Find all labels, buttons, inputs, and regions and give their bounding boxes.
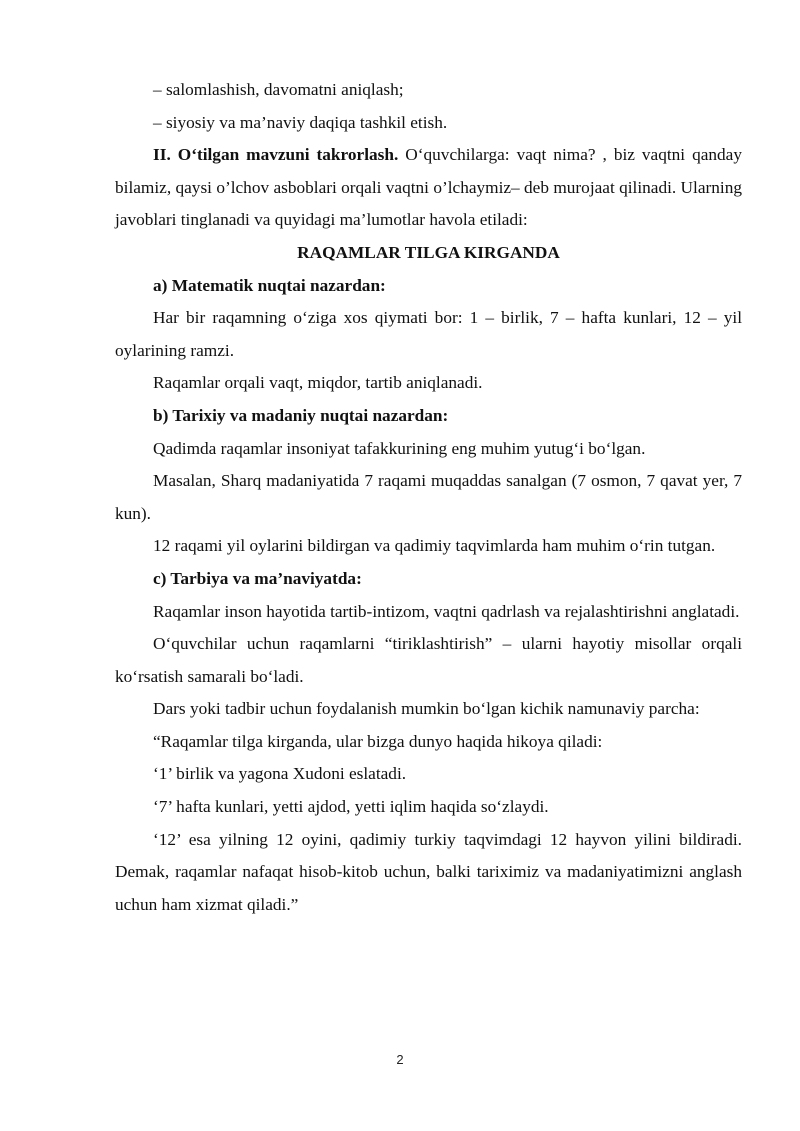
agenda-item-greeting: – salomlashish, davomatni aniqlash;	[153, 80, 404, 99]
quote-line-1: “Raqamlar tilga kirganda, ular bizga dunyo haqida hikoya qiladi:	[153, 731, 603, 751]
section-review-text: O‘quvchilarga: vaqt nima? , biz vaqtni qanday bilamiz, qaysi o’lchov asboblari orqali vaqtni o’lchaymiz– deb murojaat qilinadi. Ularning javoblari tinglanadi va quyidagi ma’lumotlar havola etiladi:	[115, 145, 742, 230]
subheading-upbringing: c) Tarbiya va ma’naviyatda:	[153, 568, 362, 588]
paragraph-history-1: Qadimda raqamlar insoniyat tafakkurining eng muhim yutug‘i bo‘lgan.	[153, 438, 646, 458]
topic-title: RAQAMLAR TILGA KIRGANDA	[297, 242, 560, 262]
agenda-item-political-minute: – siyosiy va ma’naviy daqiqa tashkil etish.	[153, 112, 448, 132]
paragraph-upbringing-2: O‘quvchilar uchun raqamlarni “tiriklashtirish” – ularni hayotiy misollar orqali ko‘rsatish samarali bo‘ladi.	[115, 634, 742, 686]
paragraph-upbringing-3: Dars yoki tadbir uchun foydalanish mumkin bo‘lgan kichik namunaviy parcha:	[153, 699, 700, 719]
section-review-paragraph	[115, 139, 742, 237]
page-number: 2	[396, 1052, 404, 1067]
quote-line-2: ‘1’ birlik va yagona Xudoni eslatadi.	[153, 764, 407, 784]
page-content	[115, 74, 742, 921]
subheading-math: a) Matematik nuqtai nazardan:	[153, 275, 386, 295]
quote-line-4: ‘12’ esa yilning 12 oyini, qadimiy turkiy taqvimdagi 12 hayvon yilini bildiradi. Demak, raqamlar nafaqat hisob-kitob uchun, balki tariximiz va madaniyatimizni anglash uchun ham xizmat qiladi.”	[115, 829, 742, 914]
paragraph-history-3: 12 raqami yil oylarini bildirgan va qadimiy taqvimlarda ham muhim o‘rin tutgan.	[153, 536, 716, 556]
paragraph-math-2: Raqamlar orqali vaqt, miqdor, tartib aniqlanadi.	[153, 373, 483, 393]
section-review-heading: II. O‘tilgan mavzuni takrorlash.	[153, 145, 399, 165]
quote-line-3: ‘7’ hafta kunlari, yetti ajdod, yetti iqlim haqida so‘zlaydi.	[153, 797, 549, 817]
paragraph-math-1: Har bir raqamning o‘ziga xos qiymati bor: 1 – birlik, 7 – hafta kunlari, 12 – yil oylarining ramzi.	[115, 308, 742, 360]
subheading-history: b) Tarixiy va madaniy nuqtai nazardan:	[153, 405, 449, 425]
paragraph-history-2: Masalan, Sharq madaniyatida 7 raqami muqaddas sanalgan (7 osmon, 7 qavat yer, 7 kun).	[115, 471, 742, 523]
paragraph-upbringing-1: Raqamlar inson hayotida tartib-intizom, vaqtni qadrlash va rejalashtirishni anglatadi.	[153, 601, 740, 621]
